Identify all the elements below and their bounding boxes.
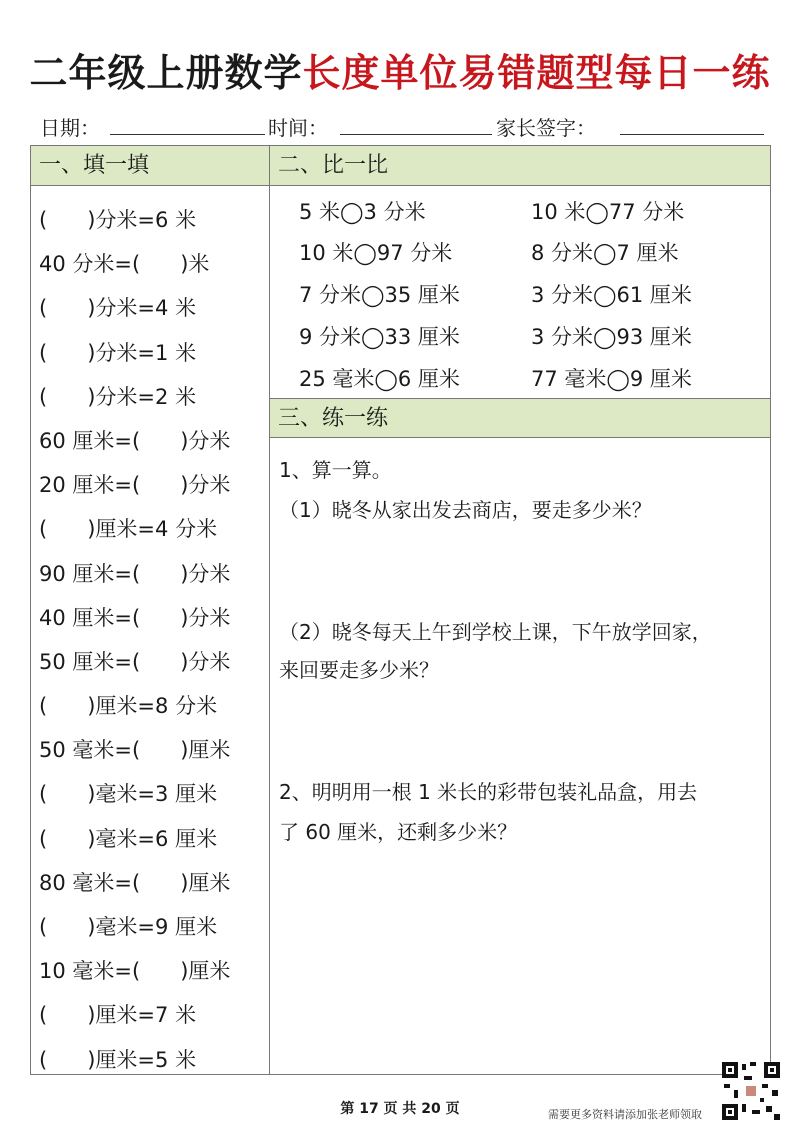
date-field[interactable] bbox=[110, 134, 265, 135]
fill-item[interactable]: 10 毫米=( )厘米 bbox=[39, 959, 231, 984]
title-topic: 长度单位易错题型每日一练 bbox=[302, 50, 771, 95]
compare-item[interactable]: 7 分米◯35 厘米 bbox=[299, 283, 460, 307]
worksheet bbox=[30, 145, 771, 1075]
section3-header: 三、练一练 bbox=[270, 398, 770, 438]
compare-item[interactable]: 77 毫米◯9 厘米 bbox=[531, 367, 692, 391]
compare-item[interactable]: 25 毫米◯6 厘米 bbox=[299, 367, 460, 391]
compare-item[interactable]: 5 米◯3 分米 bbox=[299, 200, 426, 224]
fill-item[interactable]: 40 分米=( )米 bbox=[39, 252, 210, 277]
fill-in-list bbox=[39, 198, 267, 1082]
fill-item[interactable]: 60 厘米=( )分米 bbox=[39, 428, 231, 453]
fill-item[interactable]: 50 厘米=( )分米 bbox=[39, 649, 231, 674]
compare-item[interactable]: 3 分米◯93 厘米 bbox=[531, 325, 692, 349]
fill-item[interactable]: ( )分米=4 米 bbox=[39, 296, 197, 321]
fill-item[interactable]: ( )厘米=7 米 bbox=[39, 1003, 197, 1028]
fill-item[interactable]: ( )分米=1 米 bbox=[39, 340, 197, 365]
time-label: 时间： bbox=[268, 116, 328, 140]
parent-signature-field[interactable] bbox=[620, 134, 764, 135]
q1-part2-line1: （2）晓冬每天上午到学校上课，下午放学回家， bbox=[279, 620, 712, 644]
parent-signature-label: 家长签字： bbox=[496, 116, 596, 140]
compare-item[interactable]: 10 米◯97 分米 bbox=[299, 241, 453, 265]
fill-item[interactable]: ( )厘米=8 分米 bbox=[39, 694, 218, 719]
compare-item[interactable]: 9 分米◯33 厘米 bbox=[299, 325, 460, 349]
section1-header: 一、填一填 bbox=[31, 146, 269, 186]
fill-item[interactable]: ( )分米=6 米 bbox=[39, 208, 197, 232]
q1-part2-line2: 来回要走多少米？ bbox=[279, 658, 439, 682]
title-grade: 二年级上册数学 bbox=[29, 50, 303, 95]
page-number: 第 17 页 共 20 页 bbox=[340, 1101, 460, 1117]
fill-item[interactable]: 80 毫米=( )厘米 bbox=[39, 870, 231, 895]
fill-item[interactable]: 50 毫米=( )厘米 bbox=[39, 738, 231, 763]
fill-item[interactable]: 20 厘米=( )分米 bbox=[39, 473, 231, 498]
time-field[interactable] bbox=[340, 134, 492, 135]
compare-item[interactable]: 10 米◯77 分米 bbox=[531, 200, 685, 224]
fill-item[interactable]: ( )毫米=3 厘米 bbox=[39, 782, 218, 807]
meta-row bbox=[40, 110, 764, 140]
section2-header: 二、比一比 bbox=[270, 146, 770, 186]
fill-item[interactable]: 40 厘米=( )分米 bbox=[39, 605, 231, 630]
page-title bbox=[0, 42, 800, 97]
q2-line1: 2、明明用一根 1 米长的彩带包装礼品盒，用去 bbox=[279, 780, 698, 804]
date-label: 日期： bbox=[40, 116, 100, 140]
fill-item[interactable]: ( )厘米=4 分米 bbox=[39, 517, 218, 542]
q2-line2: 了 60 厘米，还剩多少米？ bbox=[279, 820, 518, 844]
compare-item[interactable]: 3 分米◯61 厘米 bbox=[531, 283, 692, 307]
footer-note: 需要更多资料请添加张老师领取 bbox=[548, 1108, 702, 1121]
fill-item[interactable]: ( )毫米=6 厘米 bbox=[39, 826, 218, 851]
fill-item[interactable]: ( )厘米=5 米 bbox=[39, 1047, 197, 1072]
q1-title: 1、算一算。 bbox=[279, 458, 392, 482]
fill-item[interactable]: ( )分米=2 米 bbox=[39, 384, 197, 409]
fill-item[interactable]: 90 厘米=( )分米 bbox=[39, 561, 231, 586]
qr-code-icon bbox=[722, 1062, 780, 1120]
column-divider bbox=[269, 146, 270, 1074]
compare-item[interactable]: 8 分米◯7 厘米 bbox=[531, 241, 679, 265]
fill-item[interactable]: ( )毫米=9 厘米 bbox=[39, 915, 218, 939]
q1-part1: （1）晓冬从家出发去商店，要走多少米？ bbox=[279, 498, 652, 522]
